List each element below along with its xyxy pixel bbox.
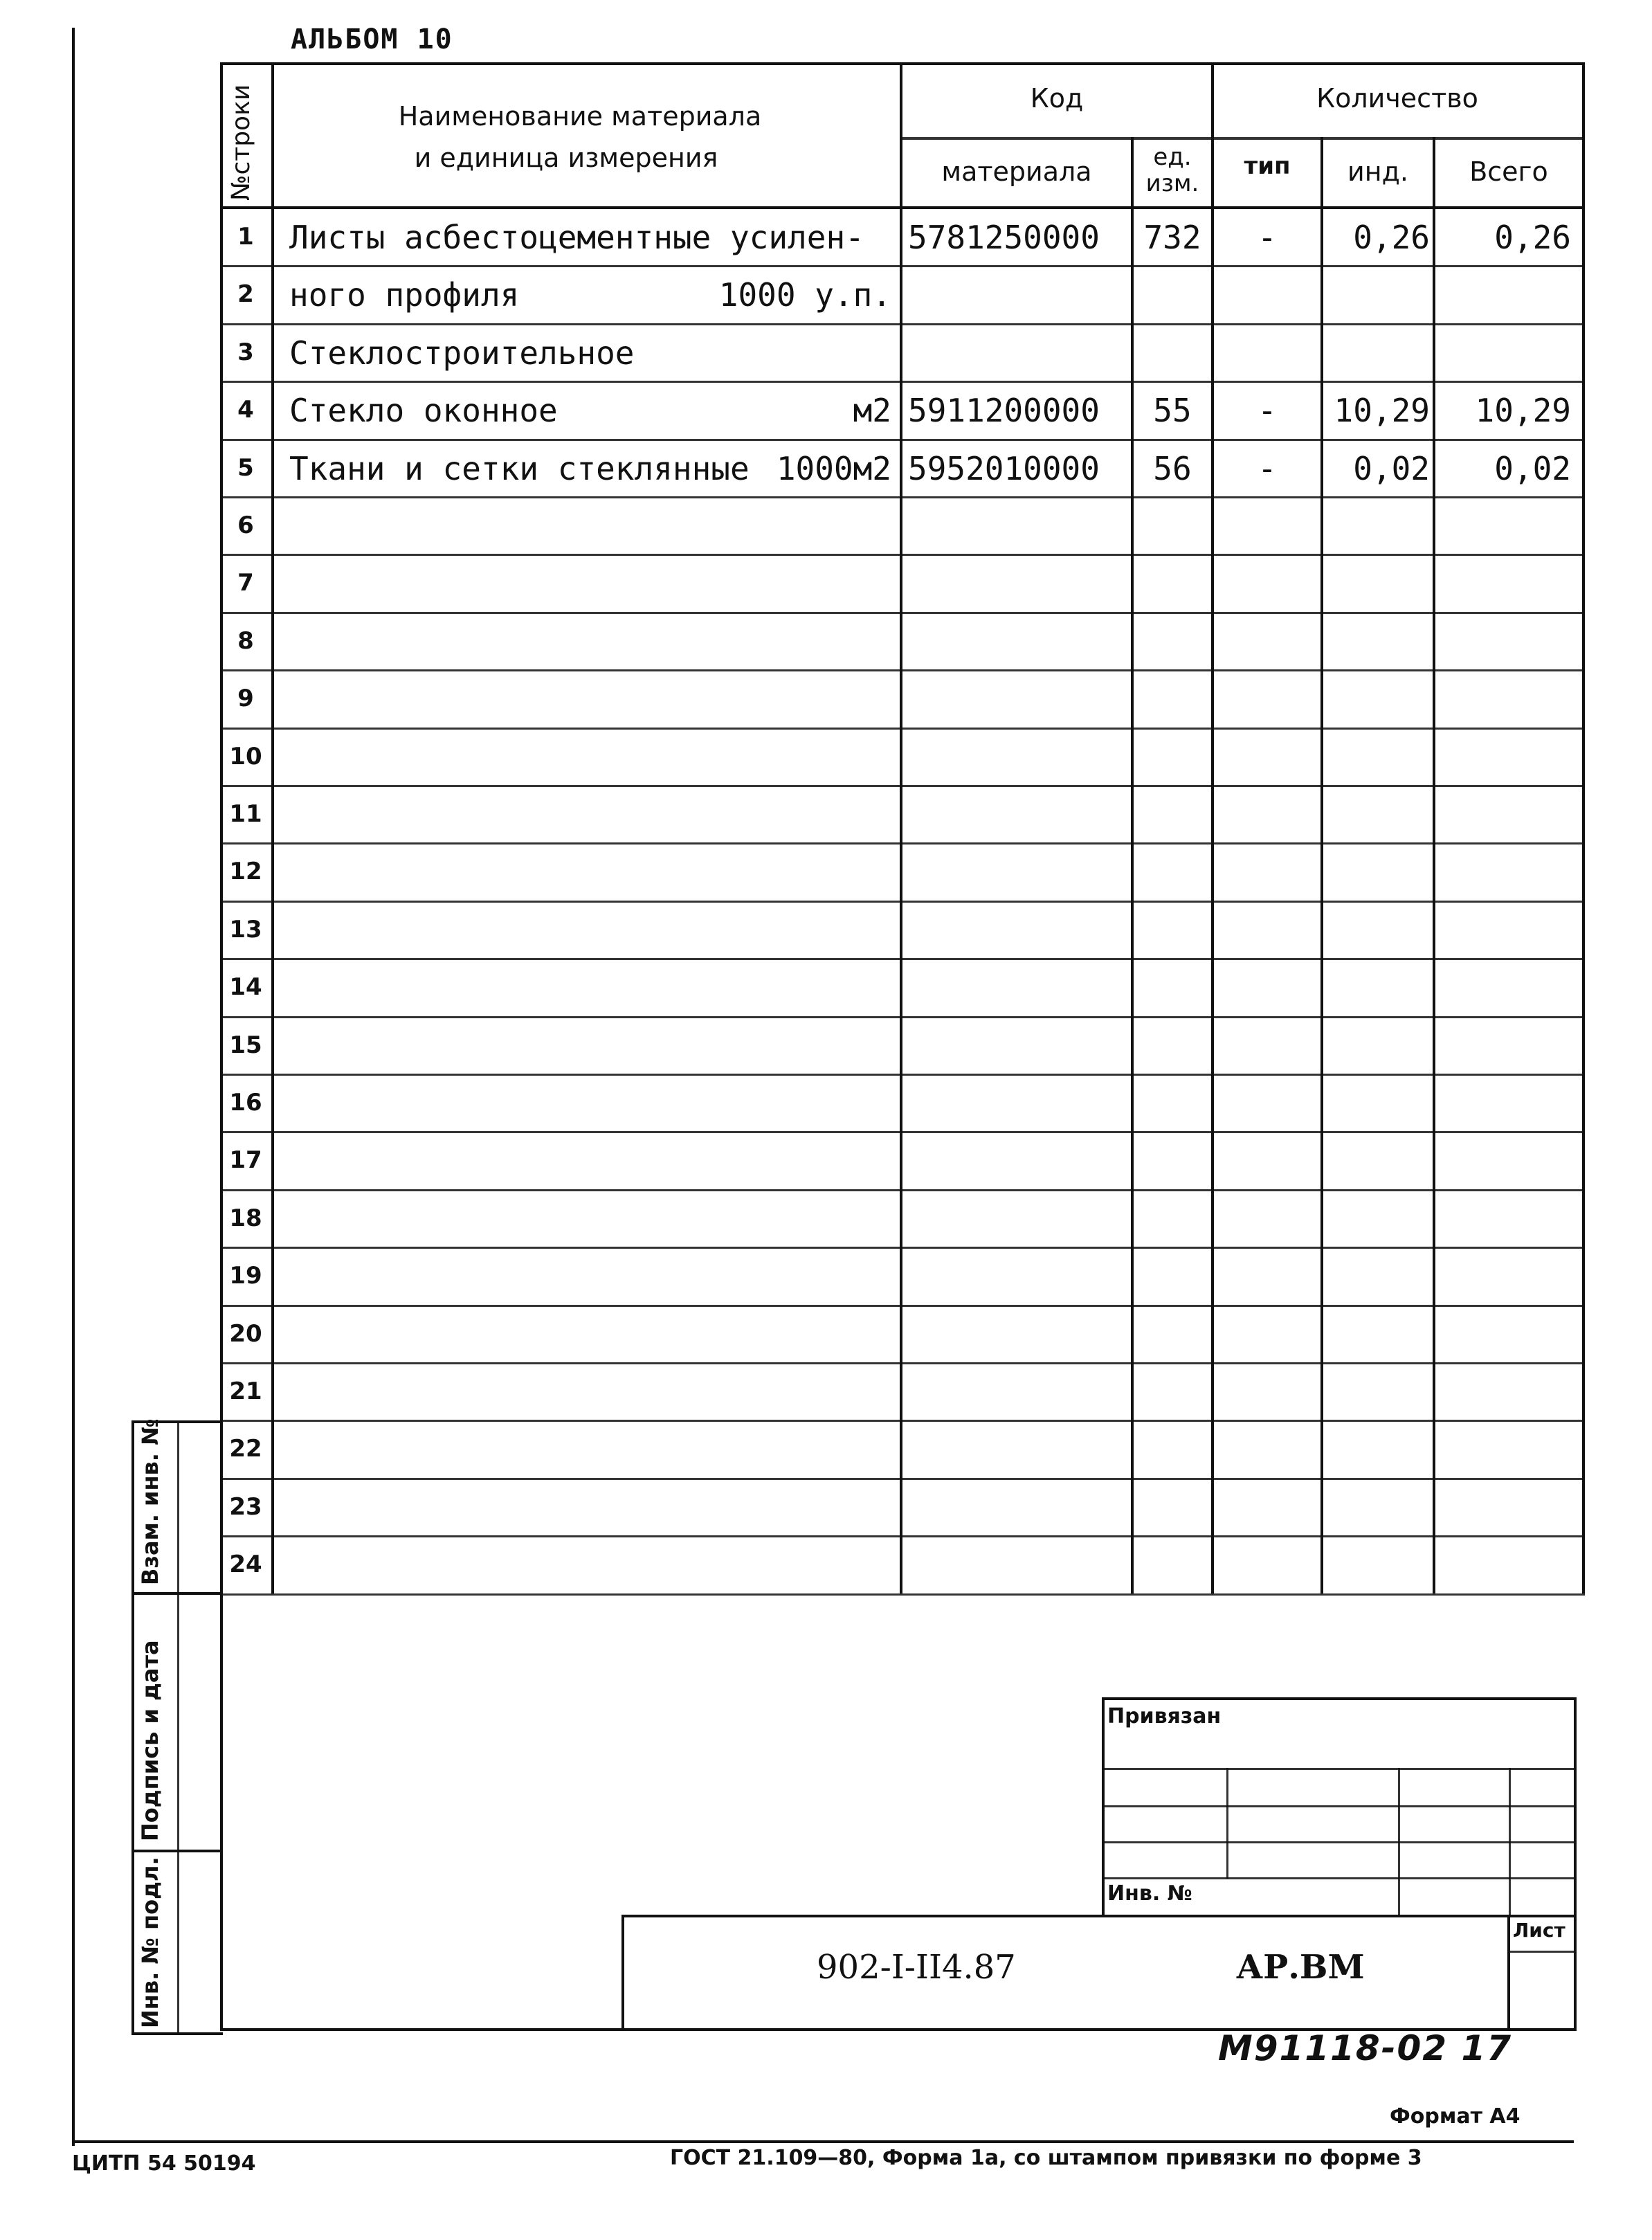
table-row: [220, 671, 1585, 728]
qty-type: -: [1258, 449, 1277, 487]
row-number: 22: [229, 1435, 262, 1463]
left-frame-line: [72, 28, 75, 2146]
document-mark: АР.ВМ: [1236, 1948, 1365, 1987]
table-row: [220, 555, 1585, 613]
table-row: [220, 844, 1585, 901]
table-row: [220, 267, 1585, 324]
quantity-type-header: тип: [1244, 152, 1291, 180]
qty-ind: 0,02: [1353, 449, 1430, 487]
stamp-right: [1574, 1697, 1577, 2030]
material-name: Стеклостроительное: [289, 334, 635, 372]
row-number: 1: [237, 223, 254, 251]
table-row: [220, 440, 1585, 498]
table-row: [220, 959, 1585, 1017]
document-code: 902-I-II4.87: [817, 1948, 1016, 1987]
qty-ind: 10,29: [1334, 392, 1430, 430]
row-number: 6: [237, 512, 254, 539]
table-row: [220, 325, 1585, 382]
stamp-row4: [1102, 1877, 1577, 1879]
row-number: 12: [229, 858, 262, 886]
material-unit-text: 1000 у.п.: [718, 276, 891, 314]
side-strip-inner-line: [177, 1420, 179, 2035]
row-number: 5: [237, 453, 254, 482]
table-row: [220, 1248, 1585, 1306]
table-row: [220, 786, 1585, 844]
material-code: 5952010000: [908, 449, 1100, 487]
material-code: 5781250000: [908, 219, 1100, 256]
table-row: [220, 498, 1585, 555]
row-number: 8: [237, 626, 254, 655]
table-row: [220, 1018, 1585, 1075]
footer-gost-text: ГОСТ 21.109—80, Форма 1а, со штампом привязки по форме 3: [670, 2146, 1422, 2170]
table-row: [220, 1075, 1585, 1132]
row-number: 7: [237, 569, 254, 597]
qty-total: 10,29: [1475, 392, 1571, 430]
stamp-col3: [1509, 1768, 1511, 1915]
material-name: Стекло оконное: [289, 392, 558, 430]
material-name: ного профиля: [289, 276, 520, 314]
unit-code: 55: [1153, 392, 1192, 430]
stamp-row1: [1102, 1768, 1577, 1770]
quantity-ind-header: инд.: [1347, 156, 1408, 187]
table-row: [220, 902, 1585, 959]
stamp-row2: [1102, 1805, 1577, 1807]
row-number: 23: [229, 1492, 262, 1521]
handwritten-archive-id: М91118-02 17: [1218, 2028, 1513, 2068]
sheet-cell-divider: [1507, 1951, 1577, 1953]
row-number: 20: [229, 1319, 262, 1348]
qty-type: -: [1258, 219, 1277, 256]
code-unit-header-line2: изм.: [1145, 170, 1199, 197]
material-name: Листы асбестоцементные усилен-: [289, 219, 864, 256]
stamp-col2: [1398, 1768, 1400, 1915]
table-row: [220, 1306, 1585, 1364]
row-number: 15: [229, 1031, 262, 1059]
album-title: АЛЬБОМ 10: [291, 24, 453, 55]
title-block-left: [621, 1915, 624, 2031]
table-row: [220, 1537, 1585, 1594]
row-number: 13: [229, 915, 262, 943]
row-number: 16: [229, 1089, 262, 1117]
unit-code: 56: [1153, 449, 1192, 487]
table-row: [220, 1191, 1585, 1248]
list-label: Лист: [1513, 1919, 1565, 1942]
row-number-header: №строки: [227, 84, 255, 201]
row-number: 4: [237, 396, 254, 424]
stamp-col1: [1226, 1768, 1228, 1879]
table-top-border: [220, 62, 1585, 65]
material-unit-text: 1000м2: [776, 449, 891, 487]
material-unit-text: м2: [853, 392, 891, 430]
bottom-frame-line: [72, 2140, 1574, 2143]
row-number: 24: [229, 1551, 262, 1579]
qty-type: -: [1258, 392, 1277, 430]
table-row: [220, 1421, 1585, 1479]
materials-table: [220, 62, 1585, 1592]
row-number: 17: [229, 1146, 262, 1175]
code-material-header: материала: [941, 156, 1092, 187]
material-name: Ткани и сетки стеклянные: [289, 449, 750, 487]
side-strip-outer-line: [131, 1420, 134, 2035]
format-label: Формат А4: [1390, 2104, 1521, 2129]
table-row: [220, 209, 1585, 267]
row-number: 9: [237, 685, 254, 713]
qty-total: 0,02: [1494, 449, 1571, 487]
privyazan-label: Привязан: [1107, 1704, 1222, 1728]
row-number: 21: [229, 1378, 262, 1405]
table-row: [220, 613, 1585, 671]
qty-total: 0,26: [1494, 219, 1571, 256]
table-row: [220, 1479, 1585, 1537]
name-header: Наименование материала: [398, 101, 762, 132]
code-unit-header: ед.: [1153, 143, 1192, 171]
inv-podl-label: Инв. № подл.: [137, 1857, 163, 2028]
podpis-data-label: Подпись и дата: [137, 1640, 163, 1841]
stamp-top: [1102, 1697, 1577, 1700]
row-number: 2: [237, 280, 254, 309]
table-row: [220, 1132, 1585, 1190]
inv-no-label: Инв. №: [1107, 1881, 1192, 1906]
stamp-row3: [1102, 1841, 1577, 1843]
row-number: 11: [229, 800, 262, 828]
unit-code: 732: [1143, 219, 1201, 256]
row-number: 3: [237, 338, 254, 366]
table-row: [220, 382, 1585, 440]
quantity-group-header: Количество: [1316, 83, 1478, 114]
material-code: 5911200000: [908, 392, 1100, 430]
row-number: 14: [229, 973, 262, 1002]
title-block-sheet-divider: [1507, 1915, 1510, 2031]
row-number: 10: [229, 742, 262, 770]
vzam-inv-label: Взам. инв. №: [137, 1418, 163, 1585]
row-number: 18: [229, 1204, 262, 1232]
row-number: 19: [229, 1262, 262, 1290]
code-group-header: Код: [1030, 83, 1084, 114]
footer-left-text: ЦИТП 54 50194: [72, 2151, 256, 2176]
header-mid-border: [900, 137, 1585, 140]
table-row: [220, 729, 1585, 786]
table-row: [220, 1364, 1585, 1421]
qty-ind: 0,26: [1353, 219, 1430, 256]
name-header-line2: и единица измерения: [414, 143, 718, 173]
title-block-top: [621, 1915, 1577, 1917]
quantity-total-header: Всего: [1469, 156, 1548, 187]
